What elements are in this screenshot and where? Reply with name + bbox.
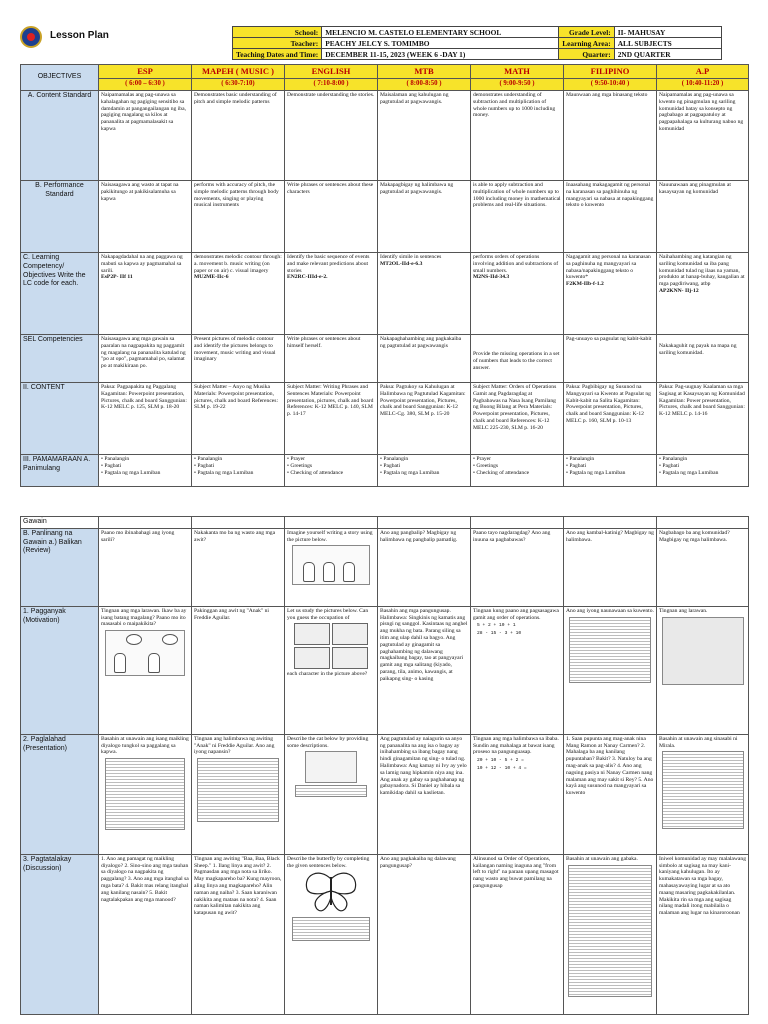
teacher-value: PEACHY JELCY S. TOMIMBO	[322, 38, 559, 49]
children-picture	[292, 545, 370, 585]
pagganyak-esp-text: Tingnan ang mga larawan. Ikaw ba ay isang batang magalang? Paano mo ito masasabi o maipakikita?	[101, 607, 187, 628]
cell-competency-mtb	[378, 253, 471, 335]
lc-code: M2NS-IId-34.3	[473, 274, 510, 281]
occupation-picture	[294, 623, 330, 645]
competency-text: performs orders of operations involving addition and subtractions of small numbers.	[473, 254, 559, 274]
row-pagganyak	[21, 606, 749, 734]
lc-code: EN2RC-IIId-e-2.	[287, 274, 328, 281]
row-content	[21, 383, 749, 455]
competency-text: Nakapagdadahal na ang paggawa ng mabuti sa kapwa ay pagmamahal sa sarili.	[101, 254, 183, 274]
math-equation: 5 + 2 + 10 + 1	[477, 623, 516, 629]
lc-code: AP2KNN- IIj-12	[659, 288, 699, 295]
row-competency	[21, 253, 749, 335]
row-label-competency: C. Learning Competency/ Objectives Write the LC code for each.	[21, 253, 99, 335]
cell-pagganyak-esp	[99, 606, 192, 734]
teacher-label: Teacher:	[233, 38, 322, 49]
cell-pagganyak-mtb: Basahin ang mga pangungusap. Halimbawa: Singkinis ng kamatis ang pisngi ng sanggol. Kasintaas ng anghel ang mukha ng bata. Parang siling sa itim ang ulap dahil sa bagyo. Ang pagtutulad ay ginagamit sa paghahambing ng dalawang magkaibang bagay, tao at pangyayari gamit ang mga salitang (kiyado, parang, tila, animo, kawangis, at paikapng sing- o kasing	[378, 606, 471, 734]
time-esp: ( 6:00 – 6:30 )	[99, 79, 192, 91]
row-label-paglalahad: 2. Paglalahad (Presentation)	[21, 734, 99, 854]
paglalahad-esp-text: Basahin at unawain ang isang maikling diyalogo tungkol sa paggalang sa kapwa.	[101, 735, 189, 756]
cell-balikan-mapeh: Nakakanta mo ba ng wasto ang mga awit?	[192, 528, 285, 606]
child-figure-icon	[323, 562, 335, 582]
school-info-table	[232, 26, 722, 60]
cell-paglalahad-math	[471, 734, 564, 854]
balikan-english-text: Imagine yourself writing a story using the picture below.	[287, 529, 373, 543]
cell-content-esp: Paksa: Pagpapakita ng Paggalang Kagamitan: Powerpoint presentation, Pictures, chalk and board Sanggunian: K-12 MELC p. 125, SLM p. 18-20	[99, 383, 192, 455]
cell-pagtalakay-filipino	[564, 854, 657, 1014]
cell-performance-math: is able to apply subtraction and multiplication of whole numbers up to 1000 including money in mathematical problems and real-life situations.	[471, 181, 564, 253]
cell-performance-english: Write phrases or sentences about these characters	[285, 181, 378, 253]
row-label-balikan: B. Panlinang na Gawain a.) Balikan (Review)	[21, 528, 99, 606]
cell-content-standard-english: Demonstrate understanding the stories.	[285, 91, 378, 181]
occupation-picture	[294, 647, 330, 669]
time-filipino: ( 9:50-10:40 )	[564, 79, 657, 91]
cell-content-mtb: Paksa: Pagtukoy sa Kahulugan at Halimbawa ng Pagtutulad Kagamitan: Powerpoint presentation, Pictures, chalk and board Sanggunian: K-12 MELC-Cg. 380, SLM p. 15-20	[378, 383, 471, 455]
row-gawain	[21, 517, 749, 529]
subject-mapeh: MAPEH ( MUSIC )	[192, 65, 285, 79]
subject-esp: ESP	[99, 65, 192, 79]
cell-sel-english: Write phrases or sentences about himself herself.	[285, 335, 378, 383]
time-math: ( 9:00-9:50 )	[471, 79, 564, 91]
lc-code: EsP2P- IIf 11	[101, 274, 133, 281]
quarter-value: 2ND QUARTER	[614, 49, 721, 60]
cell-performance-mapeh: performs with accuracy of pitch, the simple melodic patterns through body movements, singing or playing musical instruments	[192, 181, 285, 253]
child-figure-icon	[114, 653, 126, 673]
sentence-lines-image	[292, 917, 370, 941]
pagganyak-ap-text: Tingnan ang larawan.	[659, 607, 708, 614]
cell-paglalahad-filipino: 1. Saan pupunta ang mag-anak nina Mang Ramon at Nanay Carmen? 2. Mahalaga ba ang kanilang pupuntahan? Bakit? 3. Natuloy ba ang mag-anak sa pag-alis? 4. Ano ang nagsing pasiya ni Nanay Carmen nang malaman ang may sakit si Rey? 5. Ano kayâ ang susunod na mangyayari sa kuwento	[564, 734, 657, 854]
competency-text: Naihahambing ang katangian ng sariling komunidad sa iba pang komunidad tulad ng ilaas na yaman, produkto at hanap-buhay, kaugalian at mga pagdiriwang, atbp	[659, 254, 745, 288]
cell-sel-esp: Naisasagawa ang mga gawain sa paaralan na nagpapakita ng paggamit ng magalang na pananalita katulad ng "po at opo", pagmamahal po, salamat po at makikiraan po.	[99, 335, 192, 383]
cell-sel-mapeh: Present pictures of melodic contour and identify the pictures belongs to movement, music writing and visual imaginary	[192, 335, 285, 383]
cell-pagtalakay-english	[285, 854, 378, 1014]
child-figure-icon	[148, 653, 160, 673]
answer-lines-image	[295, 785, 367, 797]
cell-pagganyak-filipino	[564, 606, 657, 734]
row-sel	[21, 335, 749, 383]
cell-pagganyak-math	[471, 606, 564, 734]
time-mtb: ( 8:00-8:50 )	[378, 79, 471, 91]
reading-image	[662, 751, 744, 829]
paglalahad-ap-text: Basahin at unawain ang sinasabi ni Mirala.	[659, 735, 738, 749]
pagganyak-filipino-text: Ano ang iyong naunawaan sa kuwento.	[566, 607, 654, 614]
subject-ap: A.P	[657, 65, 749, 79]
competency-text: Identify simile in sentences	[380, 254, 442, 260]
row-balikan	[21, 528, 749, 606]
cell-paglalahad-mapeh	[192, 734, 285, 854]
math-equation: 20 + 10 - 5 + 2 =	[477, 758, 524, 764]
cell-balikan-mtb: Ano ang pangbalip? Magbigay ng halimbawa ng pangbalip pamatlig.	[378, 528, 471, 606]
cell-content-filipino: Paksa: Pagbibigay ng Susunod na Mangyayari sa Kwento at Pagsulat ng Kabit-kabit na Salita Kagamitan: Powerpoint presentation, Pictures, chalk and board Sanggunian: K-12 MELC p. 160, SLM p. 10-13	[564, 383, 657, 455]
cell-panimulang-english: • Prayer • Greetings • Checking of attendance	[285, 455, 378, 487]
subject-math: MATH	[471, 65, 564, 79]
cell-balikan-math: Paano tayo nagdaragdag? Ano ang inuuna sa pagbabawas?	[471, 528, 564, 606]
cell-content-math: Subject Matter: Orders of Operations Gamit ang Pagdaragdag at Pagbabawas na Nasa Isang Pamilang ng Buong Bilang at Pera Materials: Powerpoint presentation, Pictures, chalk and board References: K-12 MELC 225-230, SLM p. 16-20	[471, 383, 564, 455]
child-figure-icon	[343, 562, 355, 582]
subject-filipino: FILIPINO	[564, 65, 657, 79]
school-label: School:	[233, 27, 322, 38]
cell-competency-math	[471, 253, 564, 335]
cell-paglalahad-english	[285, 734, 378, 854]
row-label-panimulang: III. PAMAMARAAN A. Panimulang	[21, 455, 99, 487]
row-label-sel: SEL Competencies	[21, 335, 99, 383]
grade-label: Grade Level:	[559, 27, 615, 38]
row-content-standard	[21, 91, 749, 181]
row-label-performance-standard: B. Performance Standard	[21, 181, 99, 253]
respect-cartoon-picture	[105, 630, 185, 676]
lesson-grid-bottom	[20, 516, 749, 1015]
lesson-plan-page-2	[20, 516, 748, 1016]
lesson-grid-top	[20, 64, 749, 487]
cell-balikan-filipino: Ano ang kambal-katinig? Magbigay ng halimbawa.	[564, 528, 657, 606]
row-label-content: II. CONTENT	[21, 383, 99, 455]
area-label: Learning Area:	[559, 38, 615, 49]
child-figure-icon	[303, 562, 315, 582]
row-label-content-standard: A. Content Standard	[21, 91, 99, 181]
row-performance-standard	[21, 181, 749, 253]
quarter-label: Quarter:	[559, 49, 615, 60]
competency-text: Identify the basic sequence of events and make relevant predictions about stories	[287, 254, 370, 274]
cell-performance-mtb: Makapagbigay ng halimbawa ng pagtutulad at pagwawangis.	[378, 181, 471, 253]
community-picture	[662, 617, 744, 685]
pagtalakay-filipino-text: Basahin at unawain ang gabaka.	[566, 855, 638, 862]
cell-balikan-esp: Paano mo ibinabahagi ang iyong sarili?	[99, 528, 192, 606]
cell-competency-english	[285, 253, 378, 335]
cell-performance-filipino: Inaasahang makagagamit ng personal na karanasan sa paghihinuha ng mangyayari sa nabasa at napakinggang teksto o kuwento	[564, 181, 657, 253]
lc-code: MT2OL-IId-e-6.3	[380, 260, 423, 267]
row-label-pagganyak: 1. Pagganyak (Motivation)	[21, 606, 99, 734]
school-value: MELENCIO M. CASTELO ELEMENTARY SCHOOL	[322, 27, 559, 38]
area-value: ALL SUBJECTS	[614, 38, 721, 49]
cell-pagtalakay-mapeh: Tingnan ang awiting "Baa, Baa, Black Sheep." 1. Ilang linya ang awit? 2. Pagmasdan ang mga nota sa liriko. May magkapareho ba? Kung mayroon, aling linya ang magkapareho? Alin naman ang naiba? 3. Saan karaniwan nakikita ang mataas na nota? 4. Saan naman kalimitan nakikita ang katapusan ng awit?	[192, 854, 285, 1014]
cell-content-standard-math: demonstrates understanding of subtraction and multiplication of whole numbers up to 1000 including money.	[471, 91, 564, 181]
pagganyak-english-text: Let us study the pictures below. Can you guess the occupation of	[287, 607, 369, 621]
time-english: ( 7:10-8:00 )	[285, 79, 378, 91]
cell-panimulang-mapeh: • Panalangin • Pagbati • Pagtala ng mga Lumiban	[192, 455, 285, 487]
cell-sel-ap: Nakakaguhit ng payak na mapa ng sariling komunidad.	[657, 335, 749, 383]
cell-paglalahad-esp	[99, 734, 192, 854]
row-panimulang	[21, 455, 749, 487]
cat-picture	[305, 751, 357, 783]
cell-pagtalakay-math: Alinsunod sa Order of Operations, kailangan naming inaguna ang "from left to right" na paraan upang masagot nang wasto ang buwat pamilang na pangungusap	[471, 854, 564, 1014]
cell-paglalahad-ap	[657, 734, 749, 854]
cell-panimulang-esp: • Panalangin • Pagbati • Pagtala ng mga Lumiban	[99, 455, 192, 487]
cell-pagtalakay-ap: Iniwel komunidad ay may malalawang simbolo at sagisag na may kani-kaniyang kahulugan. Ito ay kumakatawan sa mga bagay, mahasayawaying lugar at sa ato maang masaring pagkakakilanlan. Makikita rin sa mga ang sagisag nilang madali itong mabilaila o malaman ang lugar na kinaroroonan	[657, 854, 749, 1014]
cell-content-mapeh: Subject Matter – Anyo ng Musika Materials: Powerpoint presentation, pictures, chalk and board References: SLM p. 19-22	[192, 383, 285, 455]
pagganyak-english-extra: each character in the picture above?	[287, 671, 368, 678]
cell-competency-esp	[99, 253, 192, 335]
pagtalakay-english-text: Describe the butterfly by completing the given sentences below.	[287, 855, 370, 869]
subject-english: ENGLISH	[285, 65, 378, 79]
row-label-gawain: Gawain	[21, 517, 99, 529]
math-equation: 28 - 15 - 3 + 10	[477, 630, 522, 636]
cell-content-standard-esp: Naipamamalas ang pag-unawa sa kahalagahan ng pagiging sensitibo sa damdamin at pangangailangan ng iba, pagiging magalang sa kilos at pananalita at pagmamalasakit sa kapwa	[99, 91, 192, 181]
cell-performance-esp: Naisasagawa ang wasto at tapat na pakikitungo at pakikisalamuha sa kapwa	[99, 181, 192, 253]
butterfly-icon	[301, 871, 361, 915]
cell-panimulang-ap: • Panalangin • Pagbati • Pagtala ng mga Lumiban	[657, 455, 749, 487]
cell-pagganyak-english	[285, 606, 378, 734]
cell-content-english: Subject Matter: Writing Phrases and Sentences Materials: Powerpoint presentation, pictures, chalk and board References: K-12 MELC p. 140, SLM p. 14-17	[285, 383, 378, 455]
row-paglalahad	[21, 734, 749, 854]
song-lyrics-image	[197, 758, 279, 822]
cell-performance-ap: Nauunawaan ang pinagmulan at kasaysayan ng komunidad	[657, 181, 749, 253]
date-label: Teaching Dates and Time:	[233, 49, 322, 60]
row-pagtalakay	[21, 854, 749, 1014]
cell-competency-filipino	[564, 253, 657, 335]
speech-bubble-icon	[162, 634, 178, 645]
lesson-plan-page-1	[20, 20, 748, 475]
cell-sel-math: Provide the missing operations in a set of numbers that leads to the correct answer.	[471, 335, 564, 383]
lc-code: MU2ME-IIc-6	[194, 274, 229, 281]
cell-sel-mtb: Nakapaghahambing ang pagkakaiba ng pagtutulad at pagwawangis	[378, 335, 471, 383]
cell-panimulang-mtb: • Panalangin • Pagbati • Pagtala ng mga Lumiban	[378, 455, 471, 487]
cell-competency-ap	[657, 253, 749, 335]
objectives-header: OBJECTIVES	[21, 65, 99, 91]
story-text-image	[569, 617, 651, 683]
deped-seal-icon	[20, 26, 42, 48]
math-equation: 10 + 12 - 10 + 4 =	[477, 765, 527, 771]
cell-pagtalakay-mtb: Ano ang pagkakaiba ng dalawang pangungusap?	[378, 854, 471, 1014]
grade-value: II- MAHUSAY	[614, 27, 721, 38]
paglalahad-english-text: Describe the cat below by providing some descriptions.	[287, 735, 369, 749]
cell-panimulang-math: • Prayer • Greetings • Checking of attendance	[471, 455, 564, 487]
subject-mtb: MTB	[378, 65, 471, 79]
lc-code: F2KM-IIb-f-1.2	[566, 281, 604, 288]
speech-bubble-icon	[126, 634, 142, 645]
occupation-picture	[332, 623, 368, 645]
row-label-pagtalakay: 3. Pagtatalakay (Discussion)	[21, 854, 99, 1014]
cell-balikan-english	[285, 528, 378, 606]
cell-content-standard-filipino: Maunwaan ang mga binasang teksto	[564, 91, 657, 181]
cell-pagganyak-mapeh: Pakinggan ang awit ng "Anak" ni Freddie Aguilar.	[192, 606, 285, 734]
competency-text: demonstrates melodic contour through: a. movement b. music writing (on paper or on air) c. visual imagery	[194, 254, 282, 274]
cell-pagganyak-ap	[657, 606, 749, 734]
dialogue-image	[105, 758, 185, 830]
story-page-image	[568, 865, 652, 997]
pagganyak-math-text: Tingnan kung paano ang pagsasagawa gamit ang order of operations.	[473, 607, 559, 621]
cell-content-standard-ap: Naipamamalas ang pag-unawa sa kwento ng pinagmulan ng sariling komunidad batay sa konsepto ng pagbabago at pagpapatuloy at pagpapahalaga sa kulturang nabuo ng komunidad	[657, 91, 749, 181]
cell-content-ap: Paksa: Pag-uugnay Kaalaman sa mga Sagisag at Kasaysayan ng Komunidad Kagamitan: Power presentation, Pictures, chalk and board Sanggunian: K-12 MELC p. 14-16	[657, 383, 749, 455]
competency-text: Nagagamit ang personal na karanasan sa paghinuha ng mangyayari sa nabasa/napakinggang teksto o kuwento*	[566, 254, 651, 281]
occupation-picture	[332, 647, 368, 669]
cell-pagtalakay-esp: 1. Ano ang pamagat ng maikling diyalogo? 2. Sino-sino ang mga tauhan sa diyalogo na nagpakita ng paggalang? 3. Ano ang mga itanghal sa mga bata? 4. Bakit mas relang itanghal ang kanilang nasain? 5. Bakit nagtalakpakan ang mga manood?	[99, 854, 192, 1014]
document-header	[20, 20, 748, 64]
time-ap: ( 10:40-11:20 )	[657, 79, 749, 91]
cell-balikan-ap: Nagbabago ba ang komunidad? Magbigay ng mga halimbawa.	[657, 528, 749, 606]
cell-panimulang-filipino: • Panalangin • Pagbati • Pagtala ng mga Lumiban	[564, 455, 657, 487]
cell-content-standard-mapeh: Demonstrates basic understanding of pitch and simple melodic patterns	[192, 91, 285, 181]
cell-content-standard-mtb: Maisalaman ang kahulugan ng pagtutulad at pagwawangis.	[378, 91, 471, 181]
cell-paglalahad-mtb: Ang pagtutulad ay naiagurin sa anyo ng pananalita na ang isa o bagay ay inihahambing sa ibang bagay nang hindi ginagamitan ng sing- o tulad ng. Halimbawa: Ang kamay ni Ivy ay yelo sa lamig nang hipkamin niya ang ina. Ang anak ay gabay sa paghahanap ng gabaynadora. Si Daniel ay hibala sa kamikidap dahil sa kaslietan.	[378, 734, 471, 854]
paglalahad-mapeh-text: Tingnan ang halimbawa ng awiting "Anak" ni Freddie Aguilar. Ano ang iyong napansin?	[194, 735, 275, 756]
cell-sel-filipino: Pag-unuayo sa pagsulat ng kabit-kabit	[564, 335, 657, 383]
date-value: DECEMBER 11-15, 2023 (WEEK 6 -DAY 1)	[322, 49, 559, 60]
document-title: Lesson Plan	[50, 30, 109, 41]
cell-competency-mapeh	[192, 253, 285, 335]
occupation-pictures	[294, 623, 368, 669]
time-mapeh: ( 6:30-7:10)	[192, 79, 285, 91]
paglalahad-math-text: Tingnan ang mga halimbawa sa ibaba. Sundin ang mahalaga at bawat isang proseso na pangunguasap.	[473, 735, 559, 756]
